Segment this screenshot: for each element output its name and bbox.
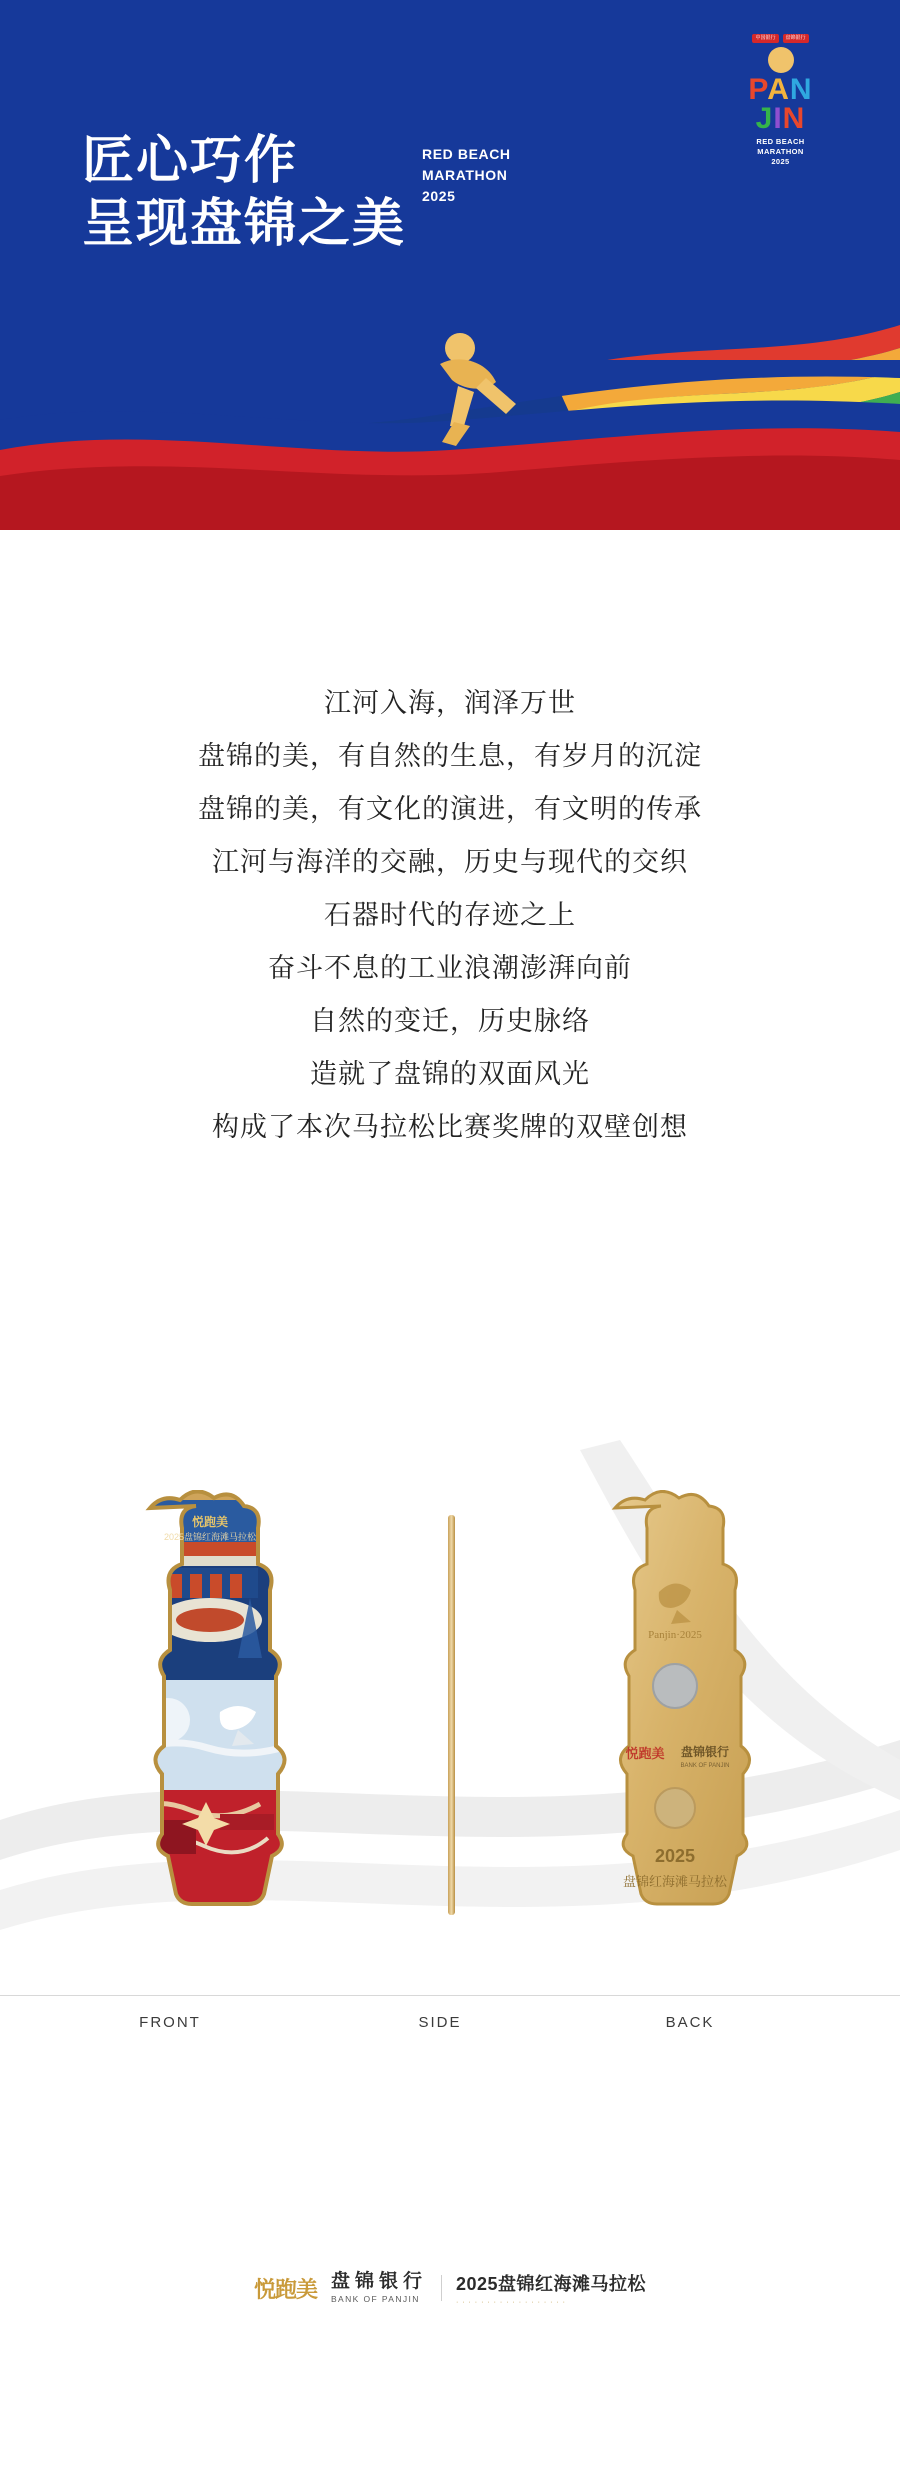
medal-back-event: 盘锦红海滩马拉松: [622, 1874, 728, 1889]
medal-back-year: 2025: [654, 1846, 696, 1866]
medal-back-bank-cn: 盘锦银行: [680, 1745, 730, 1759]
sponsor-row: [723, 34, 838, 43]
footer-dots: · · · · · · · · · · · · · · · · · ·: [455, 2299, 567, 2306]
medal-side-image: [448, 1515, 455, 1915]
medal-back-mark: 悦跑美: [625, 1746, 665, 1761]
poem-line: 自然的变迁，历史脉络: [310, 1006, 590, 1036]
footer-bank-block: [331, 2272, 427, 2304]
logo-subtitle: [723, 137, 838, 167]
wordmark-letter-n1: N: [789, 73, 813, 106]
medal-back-image: [575, 1490, 775, 1940]
poem-line: 江河入海，润泽万世: [324, 688, 576, 718]
medal-front-event: 2025盘锦红海滩马拉松: [163, 1532, 257, 1542]
footer-bank-cn: 盘锦银行: [330, 2270, 427, 2292]
footer-event-name: 2025盘锦红海滩马拉松: [455, 2274, 647, 2294]
page-title: [82, 130, 406, 257]
poem-line: 造就了盘锦的双面风光: [310, 1059, 590, 1089]
poem-line: 奋斗不息的工业浪潮澎湃向前: [268, 953, 632, 983]
medal-front-image: [110, 1490, 310, 1940]
hero-subtitle-en: [422, 144, 511, 207]
hero-en-line2: MARATHON: [422, 167, 508, 183]
medal-front-mark: 悦跑美: [191, 1515, 229, 1529]
wordmark-letter-i: I: [773, 101, 783, 135]
event-logo: [723, 34, 838, 167]
wordmark-letter-j: J: [755, 101, 774, 135]
poem-line: 构成了本次马拉松比赛奖牌的双壁创想: [212, 1112, 688, 1142]
ribbon-artwork-icon: [0, 300, 900, 530]
footer-event-block: [456, 2270, 646, 2306]
label-back: BACK: [665, 2014, 715, 2031]
sponsor-left-logo: 中国银行: [752, 34, 778, 43]
logo-sub-line2: MARATHON: [757, 147, 804, 157]
medal-back-inset-circle: [653, 1664, 697, 1708]
hero-title-block: [82, 130, 511, 257]
medal-view-labels: [0, 1995, 900, 2031]
label-front: FRONT: [139, 2014, 201, 2031]
footer-mark: 悦跑美: [253, 2276, 317, 2302]
mascot-icon: [768, 47, 794, 73]
poem-line: 盘锦的美，有文化的演进，有文明的传承: [198, 794, 702, 824]
poem-block: [0, 690, 900, 1167]
hero-banner: [0, 0, 900, 530]
hero-en-line1: RED BEACH: [422, 146, 511, 162]
wordmark-letter-p: P: [748, 73, 768, 106]
poem-line: 江河与海洋的交融，历史与现代的交织: [212, 847, 688, 877]
poem-line: 盘锦的美，有自然的生息，有岁月的沉淀: [198, 741, 702, 771]
footer-divider: [441, 2275, 442, 2301]
sponsor-right-logo: 盘锦银行: [783, 34, 809, 43]
medal-back-emblem-text: Panjin·2025: [648, 1629, 702, 1641]
hero-en-line3: 2025: [422, 188, 456, 204]
medal-showcase: [0, 1440, 900, 2100]
hero-title-line1: 匠心巧作: [82, 132, 299, 190]
poem-line: 石器时代的存迹之上: [324, 900, 576, 930]
wordmark-letter-n2: N: [782, 101, 806, 135]
hero-title-line2: 呈现盘锦之美: [82, 195, 407, 254]
footer-bar: [0, 2270, 900, 2306]
wordmark-letter-a: A: [767, 73, 790, 106]
medal-back-inset-circle-2: [655, 1788, 695, 1828]
label-side: SIDE: [418, 2014, 462, 2031]
footer-bank-en: BANK OF PANJIN: [330, 2293, 420, 2304]
medal-back-bank-en: BANK OF PANJIN: [680, 1763, 730, 1769]
panjin-wordmark: [723, 73, 838, 135]
logo-sub-line3: 2025: [771, 157, 790, 167]
logo-sub-line1: RED BEACH: [756, 137, 805, 146]
